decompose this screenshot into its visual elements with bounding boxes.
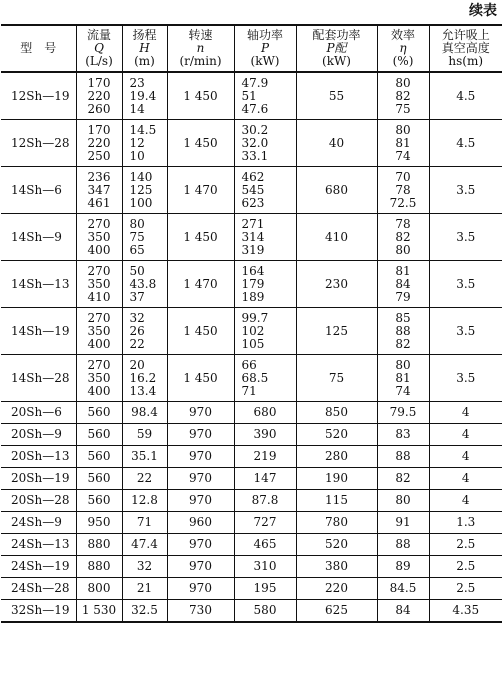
cell-head-value: 65: [129, 242, 145, 257]
cell-matched-power: 380: [296, 556, 377, 578]
cell-model: 24Sh—13: [1, 534, 76, 556]
cell-matched-power: 220: [296, 578, 377, 600]
cell-model: 20Sh—9: [1, 424, 76, 446]
cell-matched-power: 850: [296, 402, 377, 424]
cell-flow: [76, 355, 122, 402]
cell-matched-power: 780: [296, 512, 377, 534]
cell-flow-value: 347: [87, 182, 111, 197]
cell-shaft-power-value: 545: [241, 182, 265, 197]
header-flow-unit: (L/s): [85, 54, 113, 68]
header-speed-symbol: n: [196, 41, 205, 55]
cell-speed: 1 470: [167, 167, 234, 214]
cell-suction-height: 4: [429, 468, 502, 490]
cell-model: 12Sh—28: [1, 120, 76, 167]
cell-flow-value: 400: [87, 336, 111, 351]
cell-speed: 1 450: [167, 355, 234, 402]
cell-shaft-power: 219: [234, 446, 296, 468]
header-efficiency-symbol: η: [399, 41, 407, 55]
cell-flow: 560: [76, 446, 122, 468]
cell-efficiency-value: 82: [395, 229, 411, 244]
cell-suction-height: 3.5: [429, 308, 502, 355]
cell-shaft-power: 680: [234, 402, 296, 424]
cell-shaft-power: 390: [234, 424, 296, 446]
cell-head-value: 100: [129, 195, 153, 210]
cell-shaft-power-value: 66: [241, 357, 257, 372]
cell-head-value: 26: [129, 323, 145, 338]
cell-speed: 1 450: [167, 214, 234, 261]
cell-suction-height: 3.5: [429, 214, 502, 261]
cell-head: [122, 167, 167, 214]
table-row: [1, 120, 502, 167]
cell-shaft-power: 147: [234, 468, 296, 490]
cell-flow-value: 220: [87, 88, 111, 103]
cell-efficiency-value: 80: [395, 122, 411, 137]
cell-flow: 950: [76, 512, 122, 534]
cell-speed: 1 470: [167, 261, 234, 308]
header-suction-line1: 允许吸上: [441, 28, 490, 42]
cell-shaft-power: [234, 120, 296, 167]
cell-efficiency-value: 85: [395, 310, 411, 325]
cell-head-value: 80: [129, 216, 145, 231]
cell-efficiency-value: 80: [395, 242, 411, 257]
cell-efficiency: 88: [377, 446, 429, 468]
cell-flow: [76, 308, 122, 355]
cell-flow: 880: [76, 556, 122, 578]
cell-head-value: 23: [129, 75, 145, 90]
cell-efficiency-value: 74: [395, 148, 411, 163]
cell-head-value: 20: [129, 357, 145, 372]
cell-flow-value: 220: [87, 135, 111, 150]
cell-head: 35.1: [122, 446, 167, 468]
cell-speed: 970: [167, 446, 234, 468]
cell-efficiency: 84.5: [377, 578, 429, 600]
cell-efficiency: 84: [377, 600, 429, 623]
cell-flow-value: 270: [87, 263, 111, 278]
cell-efficiency: [377, 308, 429, 355]
cell-head-value: 19.4: [129, 88, 157, 103]
cell-matched-power: 520: [296, 424, 377, 446]
cell-shaft-power: 580: [234, 600, 296, 623]
cell-model: 14Sh—13: [1, 261, 76, 308]
table-row: [1, 600, 502, 623]
cell-suction-height: 3.5: [429, 355, 502, 402]
cell-shaft-power-value: 51: [241, 88, 257, 103]
cell-efficiency-value: 80: [395, 75, 411, 90]
cell-flow: 1 530: [76, 600, 122, 623]
table-row: [1, 424, 502, 446]
cell-matched-power: 115: [296, 490, 377, 512]
table-row: [1, 512, 502, 534]
header-shaft-power: [234, 25, 296, 72]
cell-flow-value: 410: [87, 289, 111, 304]
cell-shaft-power: [234, 308, 296, 355]
cell-shaft-power: [234, 167, 296, 214]
cell-shaft-power-value: 164: [241, 263, 265, 278]
cell-efficiency: [377, 120, 429, 167]
cell-head: [122, 308, 167, 355]
table-row: [1, 446, 502, 468]
header-suction-line2: 真空高度: [441, 41, 490, 55]
cell-speed: 970: [167, 402, 234, 424]
cell-matched-power: 625: [296, 600, 377, 623]
cell-suction-height: 4: [429, 446, 502, 468]
cell-head: 12.8: [122, 490, 167, 512]
cell-efficiency-value: 82: [395, 88, 411, 103]
cell-speed: 970: [167, 424, 234, 446]
cell-shaft-power: [234, 355, 296, 402]
cell-flow: 800: [76, 578, 122, 600]
cell-flow-value: 170: [87, 75, 111, 90]
table-row: [1, 490, 502, 512]
header-flow: [76, 25, 122, 72]
cell-suction-height: 4: [429, 490, 502, 512]
cell-efficiency: 89: [377, 556, 429, 578]
cell-model: 20Sh—6: [1, 402, 76, 424]
cell-suction-height: 2.5: [429, 578, 502, 600]
cell-head-value: 75: [129, 229, 145, 244]
cell-head: 71: [122, 512, 167, 534]
cell-flow-value: 350: [87, 323, 111, 338]
cell-model: 32Sh—19: [1, 600, 76, 623]
table-body: [1, 72, 502, 622]
table-row: [1, 167, 502, 214]
cell-shaft-power-value: 30.2: [241, 122, 269, 137]
cell-head: [122, 355, 167, 402]
cell-speed: 730: [167, 600, 234, 623]
cell-flow-value: 170: [87, 122, 111, 137]
cell-speed: 970: [167, 490, 234, 512]
cell-efficiency: [377, 261, 429, 308]
cell-suction-height: 4.5: [429, 72, 502, 120]
cell-matched-power: 410: [296, 214, 377, 261]
cell-head: [122, 261, 167, 308]
cell-head-value: 12: [129, 135, 145, 150]
cell-matched-power: 280: [296, 446, 377, 468]
cell-shaft-power-value: 71: [241, 383, 257, 398]
header-head-symbol: H: [139, 41, 150, 55]
cell-suction-height: 4: [429, 402, 502, 424]
cell-shaft-power-value: 102: [241, 323, 265, 338]
cell-head-value: 13.4: [129, 383, 157, 398]
cell-matched-power: 680: [296, 167, 377, 214]
cell-flow: [76, 72, 122, 120]
table-row: [1, 556, 502, 578]
cell-flow: 560: [76, 402, 122, 424]
cell-efficiency-value: 78: [395, 182, 411, 197]
header-shaft-power-name: 轴功率: [246, 28, 283, 42]
table-row: [1, 534, 502, 556]
cell-flow-value: 236: [87, 169, 111, 184]
header-matched-power-symbol: P配: [326, 41, 347, 55]
cell-flow-value: 400: [87, 383, 111, 398]
cell-matched-power: 40: [296, 120, 377, 167]
header-head-name: 扬程: [132, 28, 157, 42]
table-row: [1, 72, 502, 120]
cell-head-value: 14.5: [129, 122, 157, 137]
cell-model: 20Sh—13: [1, 446, 76, 468]
cell-efficiency-value: 82: [395, 336, 411, 351]
header-shaft-power-symbol: P: [260, 41, 270, 55]
cell-suction-height: 4.35: [429, 600, 502, 623]
cell-shaft-power: 310: [234, 556, 296, 578]
cell-efficiency-value: 78: [395, 216, 411, 231]
cell-flow-value: 270: [87, 357, 111, 372]
cell-efficiency: 83: [377, 424, 429, 446]
cell-flow: 560: [76, 424, 122, 446]
cell-head-value: 16.2: [129, 370, 157, 385]
cell-flow: [76, 261, 122, 308]
cell-efficiency-value: 81: [395, 135, 411, 150]
cell-shaft-power-value: 47.9: [241, 75, 269, 90]
cell-matched-power: 520: [296, 534, 377, 556]
cell-flow-value: 350: [87, 370, 111, 385]
cell-head-value: 32: [129, 310, 145, 325]
header-shaft-power-unit: (kW): [250, 54, 280, 68]
cell-shaft-power: [234, 261, 296, 308]
cell-efficiency-value: 79: [395, 289, 411, 304]
header-flow-name: 流量: [86, 28, 111, 42]
cell-speed: 1 450: [167, 72, 234, 120]
header-head: [122, 25, 167, 72]
header-suction-unit: hs(m): [448, 54, 484, 68]
cell-flow: [76, 214, 122, 261]
cell-flow-value: 400: [87, 242, 111, 257]
cell-matched-power: 230: [296, 261, 377, 308]
table-row: [1, 402, 502, 424]
cell-speed: 970: [167, 534, 234, 556]
header-model: 型 号: [1, 25, 76, 72]
header-matched-power-name: 配套功率: [312, 28, 361, 42]
table-caption: 续表: [469, 3, 497, 19]
cell-efficiency-value: 81: [395, 370, 411, 385]
cell-speed: 1 450: [167, 308, 234, 355]
cell-shaft-power: 727: [234, 512, 296, 534]
cell-suction-height: 2.5: [429, 534, 502, 556]
cell-flow: [76, 120, 122, 167]
cell-efficiency-value: 84: [395, 276, 411, 291]
cell-shaft-power-value: 623: [241, 195, 265, 210]
cell-efficiency-value: 70: [395, 169, 411, 184]
cell-speed: 970: [167, 578, 234, 600]
cell-shaft-power: 465: [234, 534, 296, 556]
cell-model: 20Sh—28: [1, 490, 76, 512]
cell-efficiency-value: 75: [395, 101, 411, 116]
cell-flow-value: 461: [87, 195, 111, 210]
cell-head-value: 125: [129, 182, 153, 197]
cell-model: 12Sh—19: [1, 72, 76, 120]
cell-matched-power: 190: [296, 468, 377, 490]
table-row: [1, 308, 502, 355]
cell-flow-value: 260: [87, 101, 111, 116]
cell-shaft-power-value: 271: [241, 216, 265, 231]
cell-head: 98.4: [122, 402, 167, 424]
cell-shaft-power: 87.8: [234, 490, 296, 512]
cell-shaft-power: 195: [234, 578, 296, 600]
table-row: [1, 578, 502, 600]
cell-efficiency: 82: [377, 468, 429, 490]
cell-efficiency-value: 72.5: [389, 195, 417, 210]
cell-efficiency: [377, 167, 429, 214]
cell-flow: [76, 167, 122, 214]
cell-shaft-power-value: 99.7: [241, 310, 269, 325]
header-efficiency-unit: (%): [392, 54, 414, 68]
cell-shaft-power-value: 314: [241, 229, 265, 244]
header-matched-power-unit: (kW): [322, 54, 351, 68]
cell-shaft-power-value: 32.0: [241, 135, 269, 150]
cell-head-value: 140: [129, 169, 153, 184]
header-flow-symbol: Q: [94, 41, 104, 55]
cell-shaft-power: [234, 72, 296, 120]
cell-suction-height: 3.5: [429, 167, 502, 214]
cell-model: 14Sh—28: [1, 355, 76, 402]
cell-efficiency-value: 81: [395, 263, 411, 278]
cell-model: 14Sh—19: [1, 308, 76, 355]
cell-head: 22: [122, 468, 167, 490]
cell-flow-value: 350: [87, 276, 111, 291]
cell-shaft-power-value: 105: [241, 336, 265, 351]
cell-matched-power: 55: [296, 72, 377, 120]
table-row: [1, 214, 502, 261]
cell-model: 20Sh—19: [1, 468, 76, 490]
cell-model: 14Sh—9: [1, 214, 76, 261]
cell-suction-height: 3.5: [429, 261, 502, 308]
cell-matched-power: 125: [296, 308, 377, 355]
cell-shaft-power-value: 189: [241, 289, 265, 304]
cell-efficiency: [377, 214, 429, 261]
cell-model: 24Sh—19: [1, 556, 76, 578]
table-row: [1, 355, 502, 402]
cell-matched-power: 75: [296, 355, 377, 402]
table-header: [1, 25, 502, 72]
cell-flow-value: 250: [87, 148, 111, 163]
header-efficiency-name: 效率: [390, 28, 415, 42]
cell-flow: 560: [76, 490, 122, 512]
cell-head-value: 14: [129, 101, 145, 116]
cell-head: [122, 120, 167, 167]
cell-head-value: 22: [129, 336, 145, 351]
cell-speed: 970: [167, 468, 234, 490]
cell-model: 24Sh—28: [1, 578, 76, 600]
cell-flow: 560: [76, 468, 122, 490]
pump-performance-table: [1, 24, 502, 623]
cell-head: [122, 72, 167, 120]
cell-model: 24Sh—9: [1, 512, 76, 534]
cell-flow: 880: [76, 534, 122, 556]
cell-shaft-power-value: 319: [241, 242, 265, 257]
cell-head: 59: [122, 424, 167, 446]
header-matched-power: [296, 25, 377, 72]
table-row: [1, 261, 502, 308]
cell-head: 21: [122, 578, 167, 600]
cell-shaft-power: [234, 214, 296, 261]
cell-model: 14Sh—6: [1, 167, 76, 214]
cell-shaft-power-value: 179: [241, 276, 265, 291]
header-speed-unit: (r/min): [179, 54, 222, 68]
cell-head-value: 43.8: [129, 276, 157, 291]
cell-flow-value: 350: [87, 229, 111, 244]
table-row: [1, 468, 502, 490]
cell-efficiency: 80: [377, 490, 429, 512]
cell-efficiency: 88: [377, 534, 429, 556]
cell-head-value: 50: [129, 263, 145, 278]
cell-efficiency: 91: [377, 512, 429, 534]
cell-efficiency-value: 80: [395, 357, 411, 372]
cell-suction-height: 1.3: [429, 512, 502, 534]
cell-flow-value: 270: [87, 216, 111, 231]
header-speed-name: 转速: [188, 28, 213, 42]
header-efficiency: [377, 25, 429, 72]
cell-head-value: 37: [129, 289, 145, 304]
cell-shaft-power-value: 33.1: [241, 148, 269, 163]
cell-speed: 1 450: [167, 120, 234, 167]
cell-suction-height: 2.5: [429, 556, 502, 578]
cell-efficiency: [377, 72, 429, 120]
cell-shaft-power-value: 47.6: [241, 101, 269, 116]
cell-head-value: 10: [129, 148, 145, 163]
cell-efficiency-value: 88: [395, 323, 411, 338]
cell-speed: 970: [167, 556, 234, 578]
cell-efficiency-value: 74: [395, 383, 411, 398]
header-head-unit: (m): [134, 54, 155, 68]
cell-suction-height: 4.5: [429, 120, 502, 167]
cell-efficiency: 79.5: [377, 402, 429, 424]
cell-efficiency: [377, 355, 429, 402]
header-suction-height: [429, 25, 502, 72]
cell-head: [122, 214, 167, 261]
cell-head: 32.5: [122, 600, 167, 623]
cell-flow-value: 270: [87, 310, 111, 325]
cell-suction-height: 4: [429, 424, 502, 446]
cell-speed: 960: [167, 512, 234, 534]
cell-shaft-power-value: 68.5: [241, 370, 269, 385]
cell-shaft-power-value: 462: [241, 169, 265, 184]
cell-head: 47.4: [122, 534, 167, 556]
cell-head: 32: [122, 556, 167, 578]
header-speed: [167, 25, 234, 72]
